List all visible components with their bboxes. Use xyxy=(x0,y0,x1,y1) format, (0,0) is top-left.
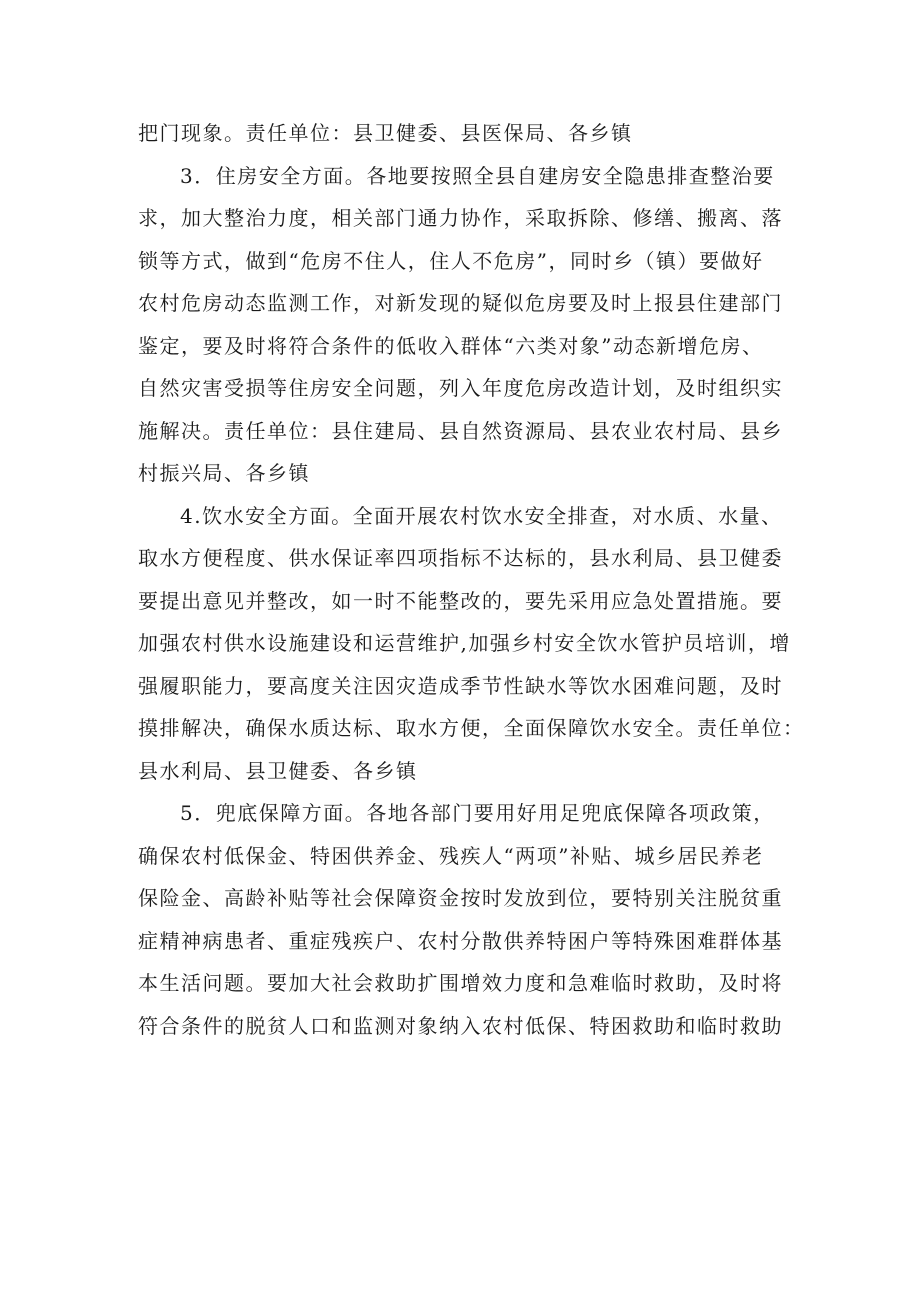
document-body xyxy=(138,112,805,1047)
paragraph-line: 县水利局、县卫健委、各乡镇 xyxy=(138,758,418,783)
paragraph-line: 摸排解决，确保水质达标、取水方便，全面保障饮水安全。责任单位： xyxy=(138,716,805,740)
paragraph-line: 保险金、高龄补贴等社会保障资金按时发放到位，要特别关注脱贫重 xyxy=(138,886,783,910)
paragraph-line: 锁等方式，做到“危房不住人，住人不危房”，同时乡（镇）要做好 xyxy=(138,248,764,273)
paragraph-line: 求，加大整治力度，相关部门通力协作，采取拆除、修缮、搬离、落 xyxy=(138,206,783,230)
paragraph-line: 村振兴局、各乡镇 xyxy=(138,461,310,485)
paragraph-line: 本生活问题。要加大社会救助扩围增效力度和急难临时救助，及时将 xyxy=(138,971,783,995)
paragraph-line: 强履职能力，要高度关注因灾造成季节性缺水等饮水困难问题，及时 xyxy=(138,673,783,698)
paragraph-line: 施解决。责任单位：县住建局、县自然资源局、县农业农村局、县乡 xyxy=(138,418,783,443)
paragraph-line: 农村危房动态监测工作，对新发现的疑似危房要及时上报县住建部门 xyxy=(138,291,783,315)
paragraph-line: 症精神病患者、重症残疾户、农村分散供养特困户等特殊困难群体基 xyxy=(138,928,783,953)
paragraph-line: 自然灾害受损等住房安全问题，列入年度危房改造计划，及时组织实 xyxy=(138,376,783,400)
paragraph-line: 5．兜底保障方面。各地各部门要用好用足兜底保障各项政策， xyxy=(180,801,775,825)
paragraph-line: 要提出意见并整改，如一时不能整改的，要先采用应急处置措施。要 xyxy=(138,588,783,613)
paragraph-line: 把门现象。责任单位：县卫健委、县医保局、各乡镇 xyxy=(138,121,633,145)
paragraph-line: 符合条件的脱贫人口和监测对象纳入农村低保、特困救助和临时救助 xyxy=(138,1013,783,1038)
paragraph-line: 取水方便程度、供水保证率四项指标不达标的，县水利局、县卫健委 xyxy=(138,546,783,570)
paragraph-line: 加强农村供水设施建设和运营维护,加强乡村安全饮水管护员培训，增 xyxy=(138,631,791,655)
paragraph-line: 4.饮水安全方面。全面开展农村饮水安全排查，对水质、水量、 xyxy=(180,503,783,528)
paragraph-line: 鉴定，要及时将符合条件的低收入群体“六类对象”动态新增危房、 xyxy=(138,333,764,358)
paragraph-line: 3．住房安全方面。各地要按照全县自建房安全隐患排查整治要 xyxy=(180,163,775,188)
paragraph-line: 确保农村低保金、特困供养金、残疾人“两项”补贴、城乡居民养老 xyxy=(138,843,764,868)
